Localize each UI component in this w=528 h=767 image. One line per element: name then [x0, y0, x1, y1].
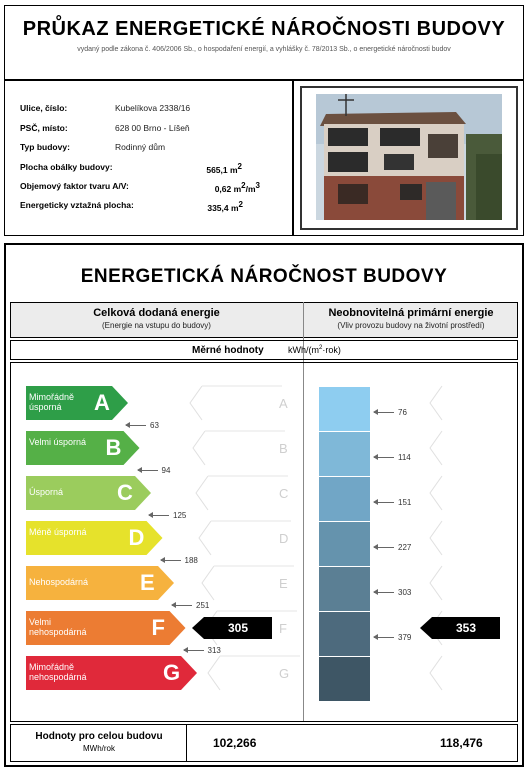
left-threshold-label: 251 [196, 601, 210, 610]
ghost-band-b [193, 431, 205, 465]
right-threshold-arrow [374, 592, 394, 593]
band-label-d: Méně úsporná [29, 527, 87, 537]
ghost-right-g [430, 656, 442, 690]
certificate-subtitle: vydaný podle zákona č. 406/2006 Sb., o hospodaření energií, a vyhlášky č. 78/2013 Sb., o energetické náročnosti budov [77, 46, 451, 53]
left-column-title: Celková dodaná energie [93, 307, 220, 319]
street-value: Kubelíkova 2338/16 [115, 103, 191, 113]
ghost-letter-a: A [279, 396, 288, 411]
left-threshold-label: 313 [207, 646, 221, 655]
right-threshold-arrow [374, 547, 394, 548]
right-column-title: Neobnovitelná primární energie [328, 307, 494, 319]
left-column-subtitle: (Energie na vstupu do budovy) [102, 321, 211, 330]
right-column-subtitle: (Vliv provozu budovy na životní prostředí) [337, 321, 485, 330]
factor-label: Objemový faktor tvaru A/V: [20, 181, 129, 191]
ghost-right-c [430, 476, 442, 510]
left-threshold-arrow [138, 470, 158, 471]
specific-values-label: Měrné hodnoty [192, 345, 264, 356]
band-letter-d: D [128, 525, 145, 550]
psc-value: 628 00 Brno - Líšeň [115, 123, 190, 133]
left-threshold-arrow [149, 515, 169, 516]
rating-title: ENERGETICKÁ NÁROČNOST BUDOVY [80, 266, 448, 287]
primary-energy-segment-f [319, 612, 370, 656]
primary-energy-segment-b [319, 432, 370, 476]
primary-energy-segment-g [319, 657, 370, 701]
right-threshold-label: 303 [398, 588, 412, 597]
ghost-letter-e: E [279, 576, 288, 591]
area-label: Plocha obálky budovy: [20, 162, 113, 172]
totals-unit: MWh/rok [83, 744, 115, 753]
ghost-letter-b: B [279, 441, 288, 456]
ghost-band-d [199, 521, 211, 555]
ghost-letter-g: G [279, 666, 290, 681]
type-label: Typ budovy: [20, 142, 70, 152]
band-label-a: Mimořádně úsporná [29, 392, 75, 412]
band-label-f: Velmi nehospodárná [29, 617, 87, 637]
ref-area-value: 335,4 $m^2$ [207, 200, 243, 213]
right-value-indicator: 353 [432, 617, 500, 639]
specific-values-unit: kWh/$(m^2\cdot rok)$ [288, 345, 341, 355]
left-threshold-arrow [172, 605, 192, 606]
band-letter-a: A [94, 390, 110, 415]
area-value: 565,1 $m^2$ [206, 162, 242, 175]
totals-label: Hodnoty pro celou budovu [35, 731, 163, 742]
primary-energy-segment-d [319, 522, 370, 566]
ghost-right-b [430, 431, 442, 465]
band-label-b: Velmi úsporná [29, 437, 87, 447]
right-threshold-label: 151 [398, 498, 412, 507]
ghost-band-c [196, 476, 208, 510]
left-threshold-arrow [184, 650, 204, 651]
band-letter-f: F [151, 615, 165, 640]
ref-area-label: Energeticky vztažná plocha: [20, 200, 134, 210]
right-threshold-arrow [374, 457, 394, 458]
left-threshold-label: 63 [150, 421, 159, 430]
right-threshold-label: 114 [398, 453, 411, 462]
left-threshold-arrow [161, 560, 181, 561]
band-letter-c: C [117, 480, 133, 505]
primary-energy-segment-a [319, 387, 370, 431]
totals-right-value: 118,476 [440, 736, 483, 750]
certificate-title: PRŮKAZ ENERGETICKÉ NÁROČNOSTI BUDOVY [22, 18, 506, 40]
left-threshold-label: 188 [184, 556, 198, 565]
ghost-letter-c: C [279, 486, 289, 501]
right-threshold-label: 227 [398, 543, 412, 552]
street-label: Ulice, číslo: [20, 103, 68, 113]
band-label-g: Mimořádně nehospodárná [29, 662, 87, 682]
ghost-band-e [202, 566, 214, 600]
band-letter-b: B [105, 435, 122, 460]
ghost-band-a [190, 386, 202, 420]
type-value: Rodinný dům [115, 142, 166, 152]
band-label-e: Nehospodárná [29, 577, 89, 587]
ghost-letter-d: D [279, 531, 289, 546]
band-letter-g: G [163, 660, 181, 685]
left-threshold-arrow [126, 425, 146, 426]
totals-divider [186, 724, 187, 762]
ghost-right-e [430, 566, 442, 600]
right-threshold-label: 379 [398, 633, 412, 642]
right-threshold-arrow [374, 637, 394, 638]
left-value-indicator: 305 [204, 617, 272, 639]
primary-energy-segment-c [319, 477, 370, 521]
left-threshold-label: 94 [161, 466, 171, 475]
totals-left-value: 102,266 [213, 736, 257, 750]
right-threshold-arrow [374, 502, 394, 503]
primary-energy-segment-e [319, 567, 370, 611]
band-letter-e: E [140, 570, 155, 595]
ghost-right-a [430, 386, 442, 420]
right-threshold-arrow [374, 412, 394, 413]
left-threshold-label: 125 [173, 511, 187, 520]
ghost-letter-f: F [279, 621, 287, 636]
band-label-c: Úsporná [29, 487, 64, 497]
ghost-right-d [430, 521, 442, 555]
psc-label: PSČ, místo: [20, 123, 68, 133]
factor-value: 0,62 $m^2/m^3$ [214, 181, 260, 194]
ghost-band-g [208, 656, 220, 690]
right-threshold-label: 76 [398, 408, 407, 417]
